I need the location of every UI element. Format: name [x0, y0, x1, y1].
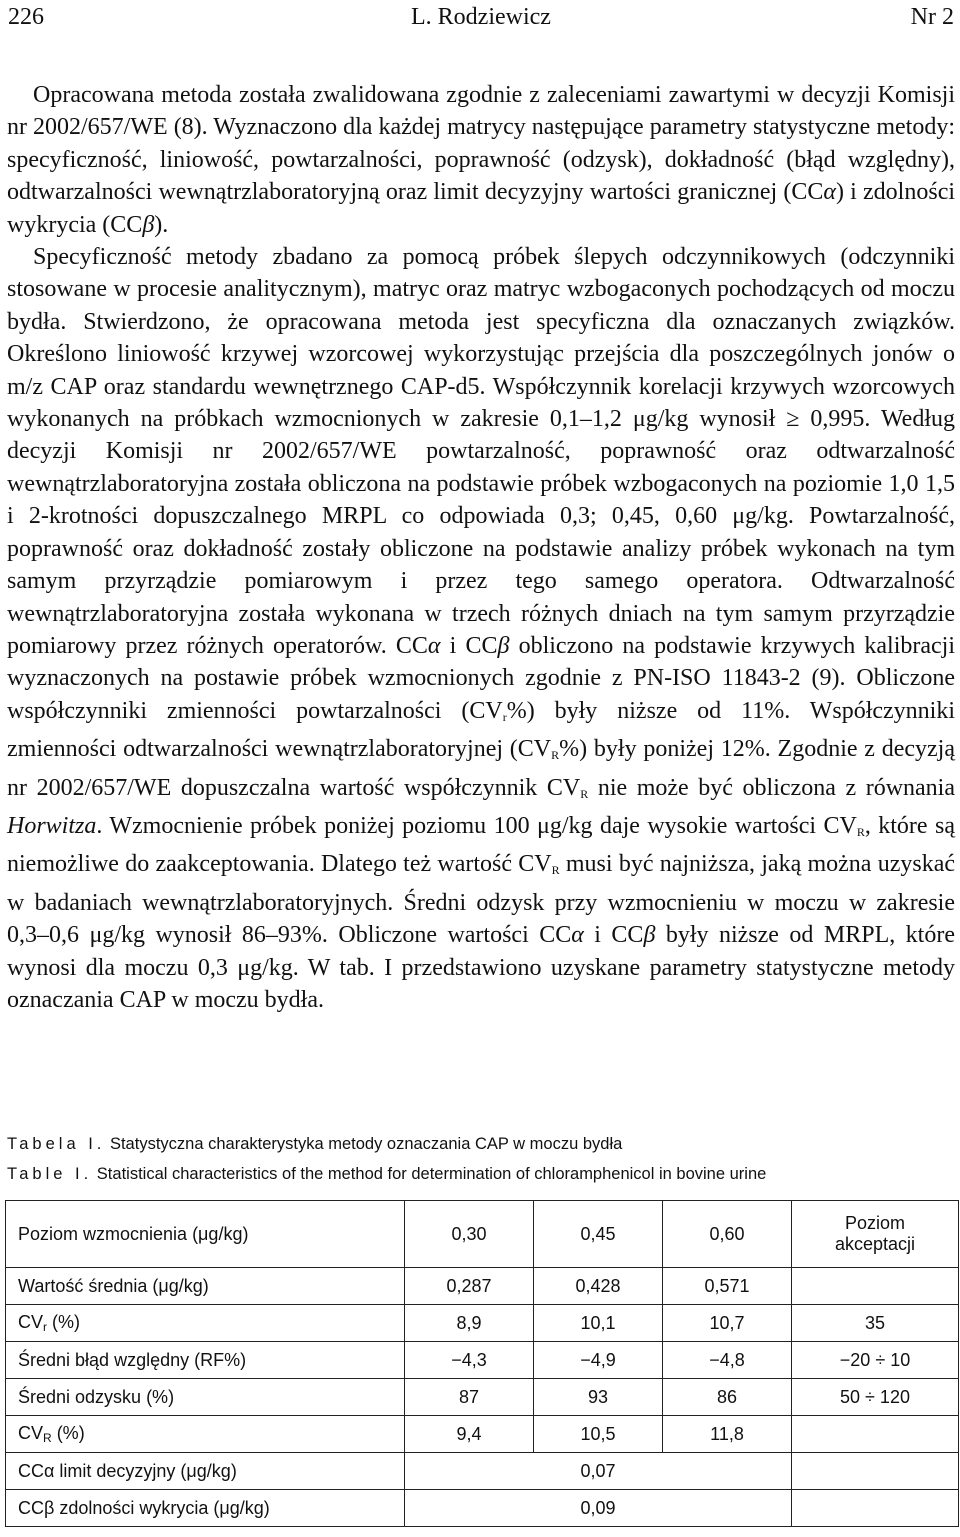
- paragraph-text: %) były niższe od 11%. Współczynniki zmienności odtwarzalności wewnątrzlaboratoryjnej (CV: [7, 697, 956, 763]
- row-value: 93: [534, 1379, 663, 1416]
- row-label: Wartość średnia (μg/kg): [6, 1268, 405, 1305]
- row-value: 87: [405, 1379, 534, 1416]
- paragraph-text: , które są niemożliwe do zaakceptowania. Dlatego też wartość CV: [7, 812, 955, 878]
- label-text: CV: [18, 1312, 44, 1332]
- subscript: R: [551, 748, 560, 763]
- row-label: [6, 1305, 405, 1342]
- paragraph-text: Opracowana metoda została zwalidowana zgodnie z zaleceniami zawartymi w decyzji Komisji nr 2002/657/WE (8). Wyznaczono dla każdej matrycy następujące parametry statystyczne metody: specyficzność, liniowość, powtarzalności, poprawność (odzysk), dokładność (błąd względny), odtwarzalności wewnątrzlaboratoryjną oraz limit decyzyjny wartości granicznej (CC: [7, 82, 955, 206]
- subscript: R: [580, 786, 589, 801]
- row-value: 0,09: [405, 1490, 792, 1527]
- table-row: [6, 1453, 959, 1490]
- running-author: L. Rodziewicz: [411, 4, 551, 30]
- paragraph-text: obliczono na podstawie krzywych kalibracji wyznaczonych na postawie próbek wzmocnionych zgodnie z PN-ISO 11843-2 (9). Obliczone współczynniki zmienności powtarzalności (CV: [7, 632, 956, 724]
- row-label: Średni odzysku (%): [6, 1379, 405, 1416]
- row-acceptance: −20 ÷ 10: [792, 1342, 959, 1379]
- header-cell-level-2: 0,45: [534, 1201, 663, 1268]
- journal-issue: Nr 2: [910, 4, 954, 30]
- row-label: Średni błąd względny (RF%): [6, 1342, 405, 1379]
- caption-label: Tabela I.: [7, 1135, 106, 1153]
- row-label: CCα limit decyzyjny (μg/kg): [6, 1453, 405, 1490]
- alpha-symbol: α: [571, 922, 584, 949]
- row-value: 10,7: [663, 1305, 792, 1342]
- subscript: R: [551, 863, 560, 878]
- paragraph-text: były niższe od MRPL, które wynosi dla moczu 0,3 μg/kg. W tab. I przedstawiono uzyskane parametry statystyczne metody oznaczania CAP w moczu bydła.: [7, 922, 955, 1013]
- paragraph-text: i CC: [583, 922, 644, 949]
- page-number: 226: [8, 4, 44, 30]
- row-value: −4,3: [405, 1342, 534, 1379]
- row-acceptance: [792, 1453, 959, 1490]
- table-header-row: [6, 1201, 959, 1268]
- paragraph-text: %) były poniżej 12%. Zgodnie z decyzją nr 2002/657/WE dopuszczalna wartość współczynnik CV: [7, 736, 955, 801]
- caption-label: Table I.: [7, 1165, 93, 1183]
- alpha-symbol: α: [427, 632, 441, 659]
- table-row: [6, 1416, 959, 1453]
- row-value: −4,8: [663, 1342, 792, 1379]
- row-value: 10,1: [534, 1305, 663, 1342]
- table-row: [6, 1342, 959, 1379]
- paragraph-text: musi być najniższa, jaką można uzyskać w badaniach wewnątrzlaboratoryjnych. Średni odzysk przy wzmocnieniu w moczu w zakresie 0,3–0,6 μg/kg wynosił 86–93%. Obliczone wartości CC: [7, 851, 955, 949]
- row-acceptance: [792, 1416, 959, 1453]
- row-value: 0,287: [405, 1268, 534, 1305]
- alpha-symbol: α: [823, 179, 836, 206]
- label-text: CV: [18, 1423, 44, 1443]
- row-acceptance: [792, 1490, 959, 1527]
- row-value: −4,9: [534, 1342, 663, 1379]
- beta-symbol: β: [142, 211, 155, 238]
- label-text: (%): [51, 1423, 85, 1443]
- row-value: 0,07: [405, 1453, 792, 1490]
- table-row: [6, 1490, 959, 1527]
- table-caption-en: [7, 1165, 766, 1184]
- paragraph-text: Specyficzność metody zbadano za pomocą próbek ślepych odczynnikowych (odczynniki stosowane w procesie analitycznym), matryc oraz matryc wzbogaconych pochodzących od moczu bydła. Stwierdzono, że opracowana metoda jest specyficzna dla oznaczanych związków. Określono liniowość krzywej wzorcowej wykorzystując przejścia dla poszczególnych jonów o m/z CAP oraz standardu wewnętrznego CAP-d5. Współczynnik korelacji krzywych wzorcowych wykonanych na próbkach wzmocnionych w zakresie 0,1–1,2 μg/kg wynosił ≥ 0,995. Według decyzji Komisji nr 2002/657/WE powtarzalność, poprawność oraz odtwarzalność wewnątrzlaboratoryjna została obliczona na podstawie próbek wzbogaconych na poziomie 1,0 1,5 i 2-krotności dopuszczalnego MRPL co odpowiada 0,3; 0,45, 0,60 μg/kg. Powtarzalność, poprawność oraz dokładność zostały obliczone na podstawie analizy próbek wykonach na tym samym przyrządzie pomiarowym i przez tego samego operatora. Odtwarzalność wewnątrzlaboratoryjna została wykonana w trzech różnych dniach na tym samym przyrządzie pomiarowy przez różnych operatorów. CC: [7, 244, 955, 659]
- row-label: CCβ zdolności wykrycia (μg/kg): [6, 1490, 405, 1527]
- row-value: 10,5: [534, 1416, 663, 1453]
- row-value: 86: [663, 1379, 792, 1416]
- paragraph-validation: [7, 79, 955, 241]
- row-value: 9,4: [405, 1416, 534, 1453]
- caption-text: Statystyczna charakterystyka metody oznaczania CAP w moczu bydła: [109, 1135, 623, 1153]
- row-value: 8,9: [405, 1305, 534, 1342]
- paragraph-text: ).: [154, 211, 169, 238]
- table-caption-pl: [7, 1135, 622, 1154]
- table-row: [6, 1268, 959, 1305]
- row-acceptance: 50 ÷ 120: [792, 1379, 959, 1416]
- paragraph-text: ) i zdolności wykrycia (CC: [7, 179, 956, 238]
- paragraph-results: [7, 241, 955, 1016]
- subscript: r: [43, 1320, 48, 1334]
- subscript: r: [502, 709, 507, 724]
- row-label: [6, 1416, 405, 1453]
- caption-text: Statistical characteristics of the method for determination of chloramphenicol in bovine urine: [96, 1165, 767, 1183]
- beta-symbol: β: [643, 922, 656, 949]
- row-value: 0,428: [534, 1268, 663, 1305]
- row-value: 0,571: [663, 1268, 792, 1305]
- subscript: R: [43, 1431, 52, 1445]
- paragraph-text: i CC: [440, 632, 498, 659]
- horwitz-name: Horwitza: [7, 812, 97, 839]
- statistics-table: [5, 1200, 959, 1527]
- header-cell-acceptance: Poziom akceptacji: [792, 1201, 959, 1268]
- paragraph-text: . Wzmocnienie próbek poniżej poziomu 100 μg/kg daje wysokie wartości CV: [96, 812, 857, 839]
- beta-symbol: β: [497, 632, 510, 659]
- row-acceptance: 35: [792, 1305, 959, 1342]
- header-cell-level: Poziom wzmocnienia (μg/kg): [6, 1201, 405, 1268]
- article-body: [7, 79, 955, 1016]
- label-text: (%): [47, 1312, 81, 1332]
- row-acceptance: [792, 1268, 959, 1305]
- subscript: R: [856, 824, 865, 839]
- header-cell-level-3: 0,60: [663, 1201, 792, 1268]
- row-value: 11,8: [663, 1416, 792, 1453]
- table-row: [6, 1379, 959, 1416]
- header-cell-level-1: 0,30: [405, 1201, 534, 1268]
- page-header: [8, 4, 954, 34]
- table-row: [6, 1305, 959, 1342]
- paragraph-text: nie może być obliczona z równania: [588, 774, 956, 801]
